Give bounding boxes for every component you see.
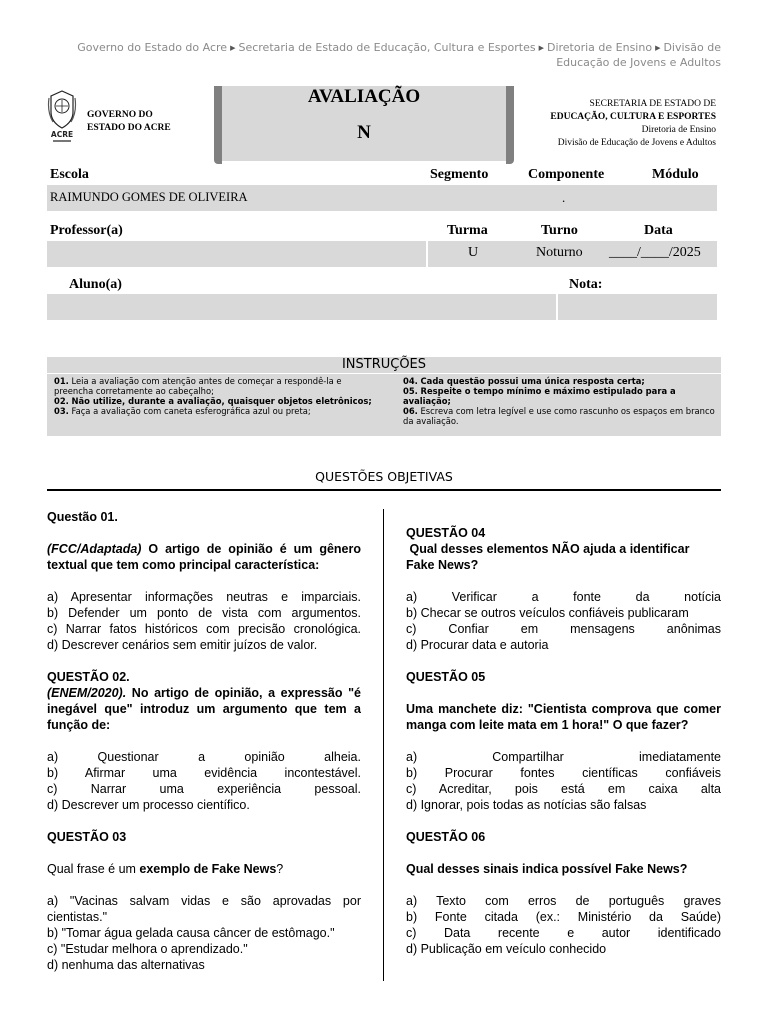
- option[interactable]: d) Descrever um processo científico.: [47, 798, 250, 812]
- professor-field[interactable]: [47, 241, 426, 267]
- option[interactable]: d) Descrever cenários sem emitir juízos de valor.: [47, 638, 318, 652]
- question-title: QUESTÃO 05: [406, 670, 486, 684]
- question-title: Questão 01.: [47, 510, 118, 524]
- gov-line: ESTADO DO ACRE: [87, 123, 171, 133]
- page-subtitle: N: [357, 122, 371, 143]
- instructions-title: INSTRUÇÕES: [47, 357, 721, 373]
- page-title: AVALIAÇÃO: [307, 86, 421, 107]
- option[interactable]: b) Checar se outros veículos confiáveis publicaram: [406, 606, 689, 620]
- option[interactable]: a) Questionar a opinião alheia.: [47, 750, 361, 764]
- questions-right-column: [406, 525, 721, 957]
- question-stem: (ENEM/2020). No artigo de opinião, a expressão "é inegável que" introduz um argumento que tem a função de:: [47, 686, 361, 732]
- option[interactable]: d) Publicação em veículo conhecido: [406, 942, 607, 956]
- instructions-right: [403, 376, 715, 426]
- crest-label: ACRE: [50, 130, 74, 139]
- acre-crest-icon: [47, 88, 77, 146]
- question-stem: Qual frase é um exemplo de Fake News?: [47, 862, 284, 876]
- option[interactable]: c) Acreditar, pois está em caixa alta: [406, 782, 721, 796]
- instructions-left: [54, 376, 374, 416]
- column-divider: [383, 509, 384, 981]
- turma-turno-data-field[interactable]: [428, 241, 717, 267]
- option[interactable]: b) Afirmar uma evidência incontestável.: [47, 766, 361, 780]
- option[interactable]: a) "Vacinas salvam vidas e são aprovadas por cientistas.": [47, 894, 361, 924]
- option[interactable]: a) Apresentar informações neutras e imparciais.: [47, 590, 361, 604]
- instruction-item: 06. Escreva com letra legível e use como rascunho os espaços em branco da avaliação.: [403, 406, 715, 426]
- question-title: QUESTÃO 03: [47, 830, 127, 844]
- sec-line: EDUCAÇÃO, CULTURA E ESPORTES: [550, 112, 716, 122]
- instruction-item: 05. Respeite o tempo mínimo e máximo estipulado para a avaliação;: [403, 386, 676, 406]
- question-stem: Qual desses elementos NÃO ajuda a identificar Fake News?: [406, 542, 693, 572]
- escola-label: Escola: [50, 167, 89, 182]
- question-stem: (FCC/Adaptada) O artigo de opinião é um gênero textual que tem como principal característica:: [47, 542, 361, 572]
- chevron-right-icon: ▶: [230, 44, 236, 52]
- option[interactable]: d) Ignorar, pois todas as notícias são falsas: [406, 798, 647, 812]
- question-title: QUESTÃO 04: [406, 526, 486, 540]
- option[interactable]: b) Fonte citada (ex.: Ministério da Saúde): [406, 910, 721, 924]
- questions-left-column: [47, 509, 361, 973]
- option[interactable]: a) Compartilhar imediatamente: [406, 750, 721, 764]
- escola-field[interactable]: [47, 185, 717, 211]
- aluno-field[interactable]: [47, 294, 556, 320]
- question-stem: Uma manchete diz: "Cientista comprova que comer manga com leite mata em 1 hora!" O que fazer?: [406, 702, 721, 732]
- turma-label: Turma: [447, 223, 488, 238]
- option[interactable]: c) Data recente e autor identificado: [406, 926, 721, 940]
- componente-label: Componente: [528, 167, 605, 182]
- option[interactable]: a) Verificar a fonte da notícia: [406, 590, 721, 604]
- option[interactable]: c) Confiar em mensagens anônimas: [406, 622, 721, 636]
- sec-line: Diretoria de Ensino: [641, 125, 716, 135]
- data-value: ____/____/2025: [609, 245, 701, 260]
- instruction-item: 04. Cada questão possui uma única resposta certa;: [403, 376, 645, 386]
- nota-field[interactable]: [558, 294, 717, 320]
- turma-value: U: [468, 245, 479, 260]
- option[interactable]: b) Procurar fontes científicas confiáveis: [406, 766, 721, 780]
- sec-line: Divisão de Educação de Jovens e Adultos: [557, 138, 716, 148]
- option[interactable]: d) Procurar data e autoria: [406, 638, 549, 652]
- question-title: QUESTÃO 06: [406, 830, 486, 844]
- segmento-label: Segmento: [430, 167, 489, 182]
- breadcrumb: [41, 41, 721, 70]
- option[interactable]: a) Texto com erros de português graves: [406, 894, 721, 908]
- breadcrumb-item: Diretoria de Ensino: [546, 41, 653, 54]
- aluno-label: Aluno(a): [69, 277, 122, 292]
- instructions-box: [47, 374, 721, 436]
- instruction-item: 03. Faça a avaliação com caneta esferográfica azul ou preta;: [54, 406, 311, 416]
- gov-line: GOVERNO DO: [87, 110, 153, 120]
- instruction-item: 02. Não utilize, durante a avaliação, quaisquer objetos eletrônicos;: [54, 396, 372, 406]
- modulo-label: Módulo: [652, 167, 699, 182]
- chevron-right-icon: ▶: [538, 44, 544, 52]
- option[interactable]: b) "Tomar água gelada causa câncer de estômago.": [47, 926, 335, 940]
- secretariat-label: [550, 98, 716, 150]
- turno-value: Noturno: [536, 245, 583, 260]
- data-label: Data: [644, 223, 673, 238]
- section-title: QUESTÕES OBJETIVAS: [315, 469, 453, 484]
- divider: [47, 489, 721, 491]
- question-title: QUESTÃO 02.: [47, 670, 130, 684]
- government-label: [87, 109, 171, 135]
- instruction-item: 01. Leia a avaliação com atenção antes de começar a respondê-la e preencha corretamente ao cabeçalho;: [54, 376, 342, 396]
- breadcrumb-item: Secretaria de Estado de Educação, Cultura e Esportes: [238, 41, 536, 54]
- option[interactable]: c) Narrar fatos históricos com precisão cronológica.: [47, 622, 361, 636]
- professor-label: Professor(a): [50, 223, 123, 238]
- option[interactable]: c) "Estudar melhora o aprendizado.": [47, 942, 248, 956]
- breadcrumb-item: Divisão de Educação de Jovens e Adultos: [556, 41, 721, 69]
- breadcrumb-item: Governo do Estado do Acre: [77, 41, 228, 54]
- turno-label: Turno: [541, 223, 578, 238]
- question-stem: Qual desses sinais indica possível Fake News?: [406, 862, 688, 876]
- componente-value: .: [562, 190, 566, 205]
- nota-label: Nota:: [569, 277, 603, 292]
- escola-value: RAIMUNDO GOMES DE OLIVEIRA: [50, 190, 248, 204]
- option[interactable]: d) nenhuma das alternativas: [47, 958, 205, 972]
- option[interactable]: b) Defender um ponto de vista com argumentos.: [47, 606, 361, 620]
- option[interactable]: c) Narrar uma experiência pessoal.: [47, 782, 361, 796]
- chevron-right-icon: ▶: [655, 44, 661, 52]
- sec-line: SECRETARIA DE ESTADO DE: [589, 99, 716, 109]
- title-box: [214, 86, 514, 164]
